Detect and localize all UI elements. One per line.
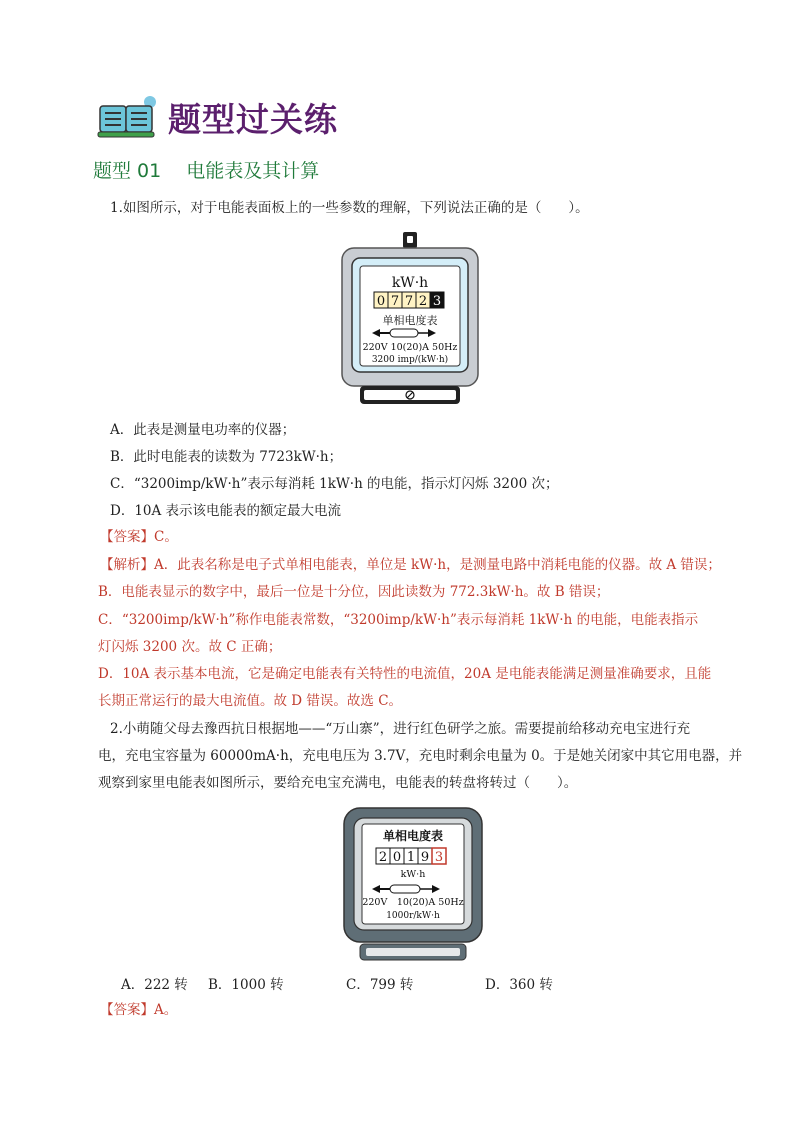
q1-option-c: C．“3200imp/kW·h”表示每消耗 1kW·h 的电能，指示灯闪烁 3200 次； <box>110 476 559 492</box>
q2-stem-line: 2.小萌随父母去豫西抗日根据地——“万山寨”，进行红色研学之旅。需要提前给移动充电宝进行充 <box>110 721 691 737</box>
q1-analysis-line: D．10A 表示基本电流，它是确定电能表有关特性的电流值，20A 是电能表能满足测量准确要求，且能 <box>98 666 712 682</box>
answer-tag: 【答案】 <box>100 529 154 545</box>
section-title: 题型 01 电能表及其计算 <box>93 160 320 182</box>
meter2-digit-decimal: 3 <box>434 850 444 865</box>
q2-option-c: C．799 转 <box>346 977 414 993</box>
q1-analysis-line: 长期正常运行的最大电流值。故 D 错误。故选 C。 <box>98 693 403 709</box>
meter1-name: 单相电度表 <box>382 314 438 327</box>
electric-meter-figure-1 <box>340 232 480 408</box>
answer-tag: 【答案】 <box>100 1002 154 1018</box>
section-header <box>96 94 338 140</box>
q1-analysis-line: C．“3200imp/kW·h”称作电能表常数，“3200imp/kW·h”表示每消耗 1kW·h 的电能，电能表指示 <box>98 612 699 628</box>
meter2-digit: 1 <box>406 850 416 865</box>
meter1-digit-decimal: 3 <box>432 294 442 309</box>
analysis-text: A．此表名称是电子式单相电能表，单位是 kW·h，是测量电路中消耗电能的仪器。故 A 错误； <box>154 557 721 573</box>
meter2-digit: 0 <box>392 850 402 865</box>
open-book-icon <box>96 94 160 140</box>
q2-stem-line: 电，充电宝容量为 60000mA·h，充电电压为 3.7V，充电时剩余电量为 0。于是她关闭家中其它用电器，并 <box>98 748 743 764</box>
q1-analysis-line <box>100 555 721 575</box>
answer-value: A。 <box>154 1002 178 1018</box>
meter2-digit: 2 <box>378 850 388 865</box>
q2-option-a: A．222 转 <box>121 977 188 993</box>
q1-option-b: B．此时电能表的读数为 7723kW·h； <box>110 449 343 465</box>
meter2-unit: kW·h <box>400 869 426 880</box>
meter1-digit-group <box>374 292 444 309</box>
q2-answer <box>100 1000 177 1020</box>
q1-option-d: D．10A 表示该电能表的额定最大电流 <box>110 503 342 519</box>
meter2-spec: 220V 10(20)A 50Hz <box>362 897 464 908</box>
meter2-digit: 9 <box>420 850 430 865</box>
q1-option-a: A．此表是测量电功率的仪器； <box>110 422 296 438</box>
meter1-digit: 7 <box>390 294 400 309</box>
meter2-name: 单相电度表 <box>382 829 444 843</box>
meter1-digit: 7 <box>404 294 414 309</box>
meter2-constant: 1000r/kW·h <box>386 911 440 921</box>
q1-analysis-line: B．电能表显示的数字中，最后一位是十分位，因此读数为 772.3kW·h。故 B 错误； <box>98 584 610 600</box>
q2-stem-line: 观察到家里电能表如图所示，要给充电宝充满电，电能表的转盘将转过（ ）。 <box>98 775 578 791</box>
q1-analysis-line: 灯闪烁 3200 次。故 C 正确； <box>98 639 282 655</box>
analysis-tag: 【解析】 <box>100 557 154 573</box>
meter1-unit: kW·h <box>391 275 429 291</box>
q2-option-d: D．360 转 <box>485 977 553 993</box>
meter1-constant: 3200 imp/(kW·h) <box>371 355 449 365</box>
q1-answer <box>100 527 178 547</box>
meter1-digit: 2 <box>418 294 428 309</box>
meter1-digit: 0 <box>376 294 386 309</box>
q1-stem: 1.如图所示，对于电能表面板上的一些参数的理解，下列说法正确的是（ ）。 <box>110 200 589 216</box>
meter2-digit-group <box>376 848 446 865</box>
electric-meter-figure-2 <box>342 806 484 964</box>
header-title: 题型过关练 <box>168 99 338 139</box>
meter1-spec: 220V 10(20)A 50Hz <box>362 342 458 353</box>
answer-value: C。 <box>154 529 178 545</box>
q2-option-b: B．1000 转 <box>208 977 284 993</box>
